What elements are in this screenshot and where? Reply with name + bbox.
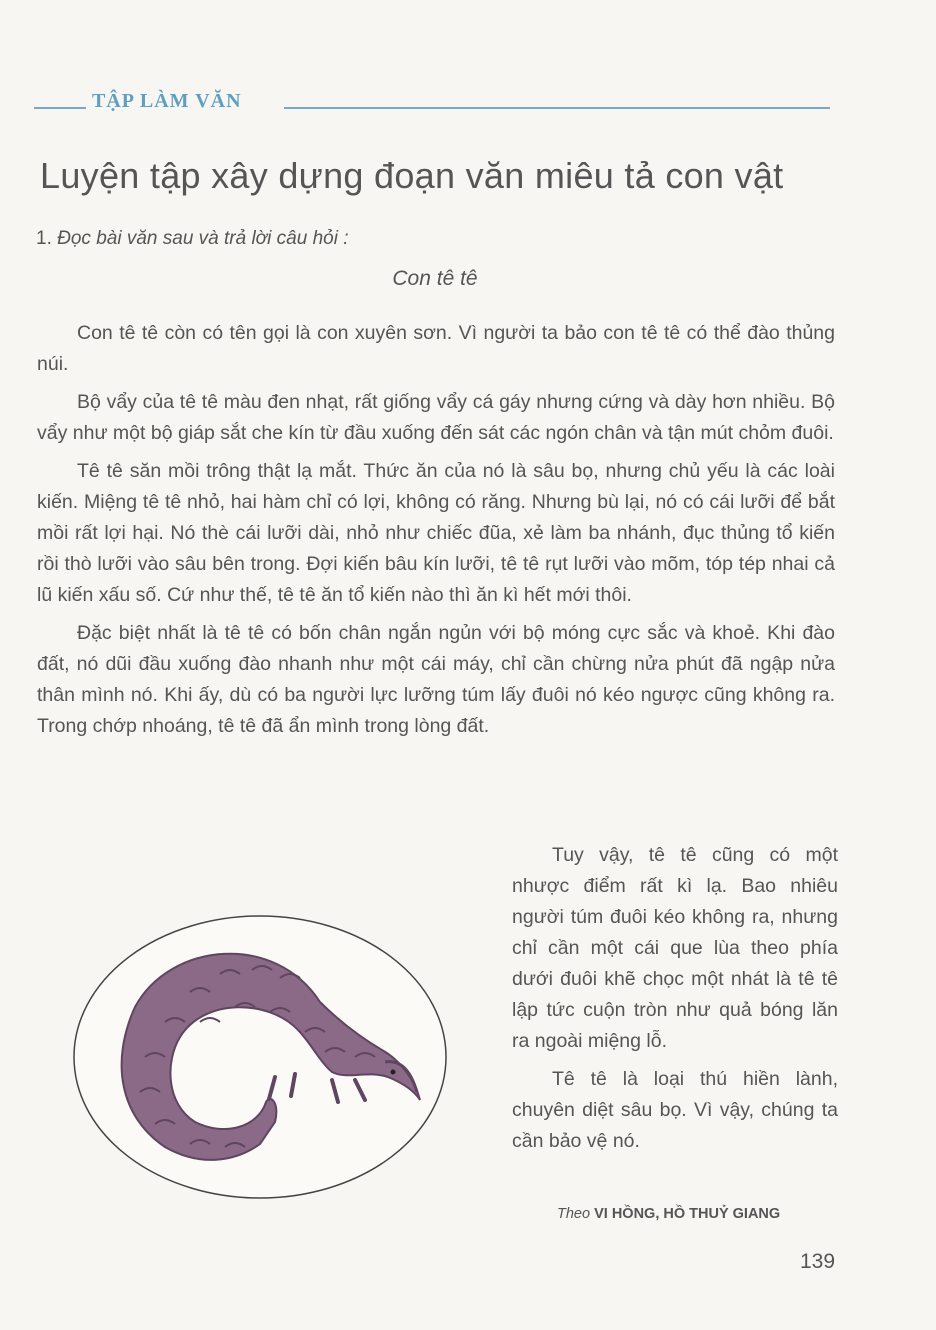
story-side-column xyxy=(512,840,838,1164)
story-body xyxy=(37,318,835,749)
page-number: 139 xyxy=(800,1250,836,1273)
section-label: TẬP LÀM VĂN xyxy=(92,90,242,112)
attribution xyxy=(557,1206,780,1222)
story-paragraph: Tê tê là loại thú hiền lành, chuyên diệt sâu bọ. Vì vậy, chúng ta cần bảo vệ nó. xyxy=(512,1068,838,1152)
story-paragraph: Bộ vẩy của tê tê màu đen nhạt, rất giống vẩy cá gáy nhưng cứng và dày hơn nhiều. Bộ vẩy như một bộ giáp sắt che kín từ đầu xuống đến sát các ngón chân và tận mút chỏm đuôi. xyxy=(37,391,835,444)
story-paragraph: Tê tê săn mồi trông thật lạ mắt. Thức ăn của nó là sâu bọ, nhưng chủ yếu là các loài kiến. Miệng tê tê nhỏ, hai hàm chỉ có lợi, không có răng. Nhưng bù lại, nó có cái lưỡi để bắt mồi rất lợi hại. Nó thè cái lưỡi dài, nhỏ như chiếc đũa, xẻ làm ba nhánh, đục thủng tổ kiến rồi thò lưỡi vào sâu bên trong. Đợi kiến bâu kín lưỡi, tê tê rụt lưỡi vào mõm, tóp tép nhai cả lũ kiến xấu số. Cứ như thế, tê tê ăn tổ kiến nào thì ăn kì hết mới thôi. xyxy=(37,460,835,606)
story-paragraph: Tuy vậy, tê tê cũng có một nhược điểm rất kì lạ. Bao nhiêu người túm đuôi kéo không ra, nhưng chỉ cần một cái que lùa theo phía dưới đuôi khẽ chọc một nhát là tê tê lập tức cuộn tròn như quả bóng lăn ra ngoài miệng lỗ. xyxy=(512,844,838,1052)
header-rule-left xyxy=(34,107,86,109)
page-title: Luyện tập xây dựng đoạn văn miêu tả con vật xyxy=(40,155,784,196)
story-title: Con tê tê xyxy=(392,267,478,290)
exercise-number: 1. xyxy=(36,228,52,249)
story-paragraph: Đặc biệt nhất là tê tê có bốn chân ngắn ngủn với bộ móng cực sắc và khoẻ. Khi đào đất, nó dũi đầu xuống đào nhanh như một cái máy, chỉ cần chừng nửa phút đã ngập nửa thân mình nó. Khi ấy, dù có ba người lực lưỡng túm lấy đuôi nó kéo ngược cũng không ra. Trong chớp nhoáng, tê tê đã ẩn mình trong lòng đất. xyxy=(37,622,835,737)
pangolin-illustration-icon xyxy=(70,912,450,1202)
section-header xyxy=(34,88,830,118)
exercise-instruction xyxy=(36,228,349,250)
story-paragraph: Con tê tê còn có tên gọi là con xuyên sơn. Vì người ta bảo con tê tê có thể đào thủng núi. xyxy=(37,322,835,375)
header-rule-right xyxy=(284,107,830,109)
attribution-prefix: Theo xyxy=(557,1206,591,1222)
attribution-authors: VI HỒNG, HỒ THUỶ GIANG xyxy=(594,1206,781,1222)
exercise-text: Đọc bài văn sau và trả lời câu hỏi : xyxy=(57,228,349,249)
